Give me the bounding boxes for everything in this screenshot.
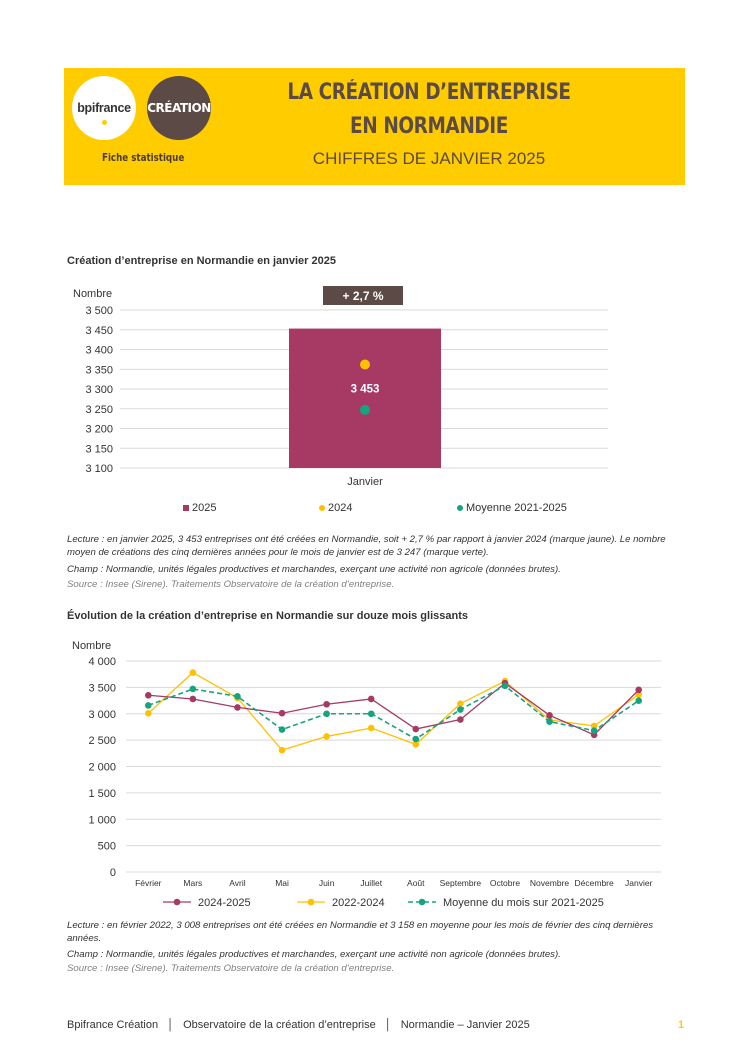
fiche-label: Fiche statistique [102, 151, 185, 164]
chart2-legend-label-2: Moyenne du mois sur 2021-2025 [443, 897, 604, 909]
chart1-ytick-label: 3 250 [85, 403, 113, 416]
chart2-point-series-0 [145, 692, 152, 699]
page-title-line2: EN NORMANDIE [350, 114, 508, 139]
chart2-point-series-2 [635, 697, 642, 704]
footer-org: Bpifrance Création [67, 1019, 159, 1031]
chart2-point-series-2 [145, 702, 152, 709]
legend-label-2024: 2024 [328, 502, 353, 514]
chart2-point-series-1 [190, 669, 197, 676]
legend-label-2025: 2025 [192, 502, 217, 514]
chart1-ytick-label: 3 200 [85, 423, 113, 436]
footer [67, 1019, 530, 1031]
chart2-point-series-0 [635, 687, 642, 694]
chart2-point-series-2 [457, 706, 464, 713]
chart2-ytick-label: 2 000 [88, 761, 116, 774]
chart2-point-series-2 [368, 710, 375, 717]
chart1-ytick-label: 3 100 [85, 463, 113, 475]
chart2-ytick-label: 3 000 [88, 708, 116, 721]
chart2-xtick-label: Septembre [439, 878, 482, 888]
chart2-point-series-2 [234, 693, 241, 700]
chart1-champ: Champ : Normandie, unités légales productives et marchandes, exerçant une activité non agricole (données brutes). [67, 564, 561, 575]
chart2-source: Source : Insee (Sirene). Traitements Observatoire de la création d’entreprise. [67, 963, 395, 974]
chart2-point-series-2 [279, 726, 286, 733]
chart2-xtick-label: Mars [183, 878, 203, 888]
chart2-xtick-label: Juillet [360, 878, 383, 888]
chart1-ytick-label: 3 400 [85, 344, 113, 357]
chart2-point-series-2 [190, 686, 197, 693]
chart2-point-series-2 [502, 682, 509, 689]
chart2-ytick-label: 2 500 [88, 735, 116, 748]
chart2-point-series-1 [145, 710, 152, 717]
chart2-legend-marker-2 [419, 899, 426, 906]
chart2-champ: Champ : Normandie, unités légales productives et marchandes, exerçant une activité non agricole (données brutes). [67, 949, 561, 960]
page-subtitle: CHIFFRES DE JANVIER 2025 [312, 149, 546, 168]
legend-label-moyenne: Moyenne 2021-2025 [466, 502, 567, 514]
chart2-title: Évolution de la création d’entreprise en Normandie sur douze mois glissants [67, 610, 468, 622]
chart2-ytick-label: 1 000 [88, 814, 116, 827]
chart2-legend-marker-0 [174, 899, 181, 906]
chart2-point-series-0 [190, 696, 197, 703]
footer-sep-2: │ [384, 1019, 392, 1031]
chart2-point-series-1 [368, 725, 375, 732]
footer-obs: Observatoire de la création d’entreprise [183, 1019, 376, 1031]
chart2-point-series-0 [323, 701, 330, 708]
creation-logo-text: CRÉATION [147, 101, 211, 115]
chart2-point-series-0 [412, 726, 419, 733]
chart2-ytick-label: 4 000 [88, 656, 116, 668]
chart2-point-series-2 [412, 736, 419, 743]
chart2-legend-label-0: 2024-2025 [198, 897, 251, 909]
bpifrance-logo-text: bpifrance [77, 101, 131, 115]
chart2-yunit: Nombre [72, 640, 112, 652]
chart2-ytick-label: 1 500 [88, 787, 116, 800]
chart2-point-series-0 [546, 712, 553, 719]
chart1-ytick-label: 3 450 [85, 324, 113, 337]
chart2-series-line-1 [148, 673, 638, 751]
page-title-line1: LA CRÉATION D’ENTREPRISE [287, 80, 571, 105]
chart2-point-series-2 [546, 718, 553, 725]
chart2-point-series-1 [279, 747, 286, 754]
chart2-xtick-label: Décembre [574, 878, 614, 888]
chart2-series-line-2 [148, 686, 638, 739]
chart2-point-series-1 [323, 733, 330, 740]
chart2-point-series-0 [368, 696, 375, 703]
page-number: 1 [678, 1019, 685, 1031]
chart2-legend-label-1: 2022-2024 [332, 897, 385, 909]
chart1-ytick-label: 3 350 [85, 364, 113, 377]
chart2-xtick-label: Novembre [529, 878, 570, 888]
chart1-ytick-label: 3 150 [85, 443, 113, 456]
chart1-lecture: Lecture : en janvier 2025, 3 453 entreprises ont été créées en Normandie, soit + 2,7 % par rapport à janvier 2024 (marque jaune). Le nombre moyen de créations des cinq dernières années pour le mois de janvier est de 3 247 (marque verte). [67, 534, 666, 558]
chart1-data-label: 3 453 [350, 383, 380, 396]
chart2-point-series-0 [457, 716, 464, 723]
chart2-ytick-label: 3 500 [88, 682, 116, 695]
chart2-legend-marker-1 [308, 899, 315, 906]
chart2-xtick-label: Octobre [489, 878, 521, 888]
chart1-xtick-label: Janvier [347, 476, 383, 488]
chart2-xtick-label: Février [135, 878, 162, 888]
chart1-badge-label: + 2,7 % [342, 289, 384, 303]
chart2-ytick-label: 500 [97, 840, 116, 853]
chart1-ytick-label: 3 500 [85, 305, 113, 317]
chart2-xtick-label: Mai [275, 878, 289, 888]
chart2-point-series-2 [591, 727, 598, 734]
chart2-xtick-label: Juin [318, 878, 335, 888]
chart2-lecture: Lecture : en février 2022, 3 008 entreprises ont été créées en Normandie et 3 158 en moyenne pour les mois de février des cinq dernières années. [67, 920, 654, 944]
chart1-title: Création d’entreprise en Normandie en janvier 2025 [67, 255, 336, 267]
footer-sep-1: │ [167, 1019, 175, 1031]
chart2-ytick-label: 0 [109, 867, 116, 879]
chart1-yunit: Nombre [73, 288, 113, 300]
chart2-xtick-label: Janvier [625, 878, 653, 888]
chart1-ytick-label: 3 300 [85, 384, 113, 396]
chart2-point-series-1 [457, 700, 464, 707]
chart1-source: Source : Insee (Sirene). Traitements Observatoire de la création d’entreprise. [67, 579, 395, 590]
chart2-xtick-label: Août [407, 878, 425, 888]
chart2-point-series-2 [323, 710, 330, 717]
chart2-point-series-0 [279, 710, 286, 717]
footer-region: Normandie – Janvier 2025 [400, 1019, 530, 1031]
chart2-point-series-0 [234, 704, 241, 711]
chart2-xtick-label: Avril [229, 878, 246, 888]
